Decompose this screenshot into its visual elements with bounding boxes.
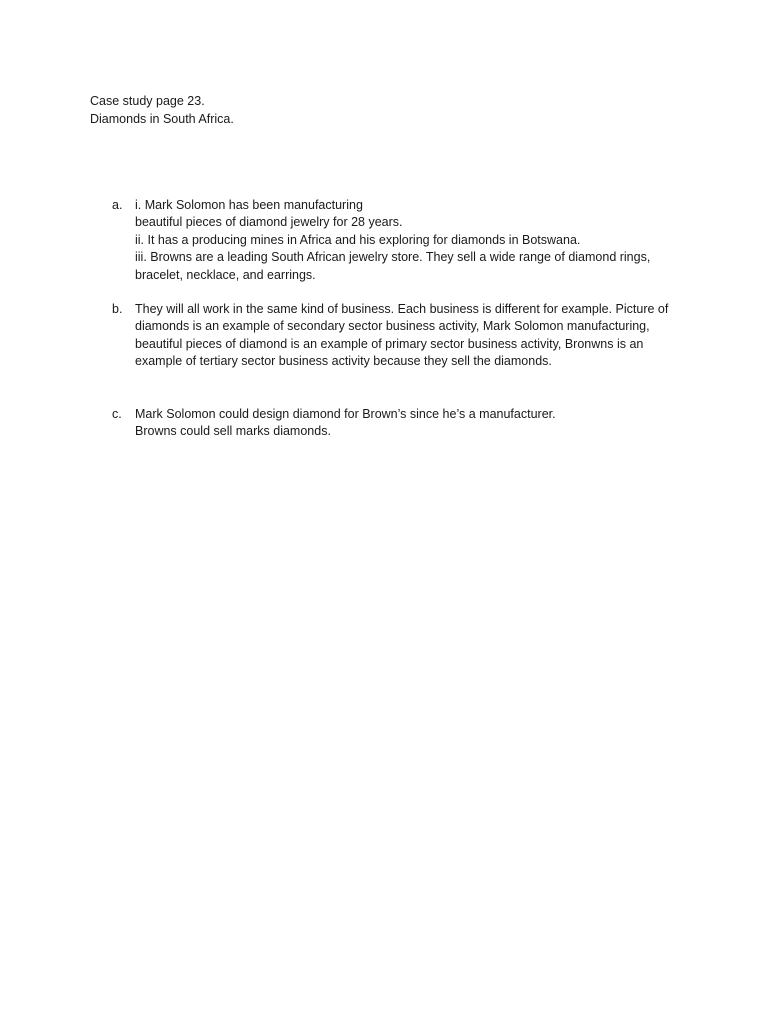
item-b-line-2: diamonds is an example of secondary sector business activity, Mark Solomon manufacturing, bbox=[135, 319, 650, 334]
item-c-line-2: Browns could sell marks diamonds. bbox=[135, 424, 331, 439]
item-c-line-1: Mark Solomon could design diamond for Brown’s since he’s a manufacturer. bbox=[135, 406, 556, 421]
header-title: Diamonds in South Africa. bbox=[90, 111, 234, 126]
list-marker-a: a. bbox=[112, 198, 123, 212]
item-a-line-1: i. Mark Solomon has been manufacturing bbox=[135, 198, 363, 212]
list-item-b bbox=[90, 301, 690, 371]
item-b-line-3: beautiful pieces of diamond is an example of primary sector business activity, Bronwns is an bbox=[135, 336, 644, 351]
list-item-c bbox=[90, 406, 690, 441]
list-marker-c: c. bbox=[112, 406, 122, 421]
item-a-line-4: iii. Browns are a leading South African jewelry store. They sell a wide range of diamond rings, bbox=[135, 250, 651, 265]
item-a-line-5: bracelet, necklace, and earrings. bbox=[135, 267, 316, 282]
answer-list bbox=[90, 197, 690, 440]
list-marker-b: b. bbox=[112, 302, 123, 317]
item-a-line-2: beautiful pieces of diamond jewelry for 28 years. bbox=[135, 215, 403, 230]
item-b-line-4: example of tertiary sector business activity because they sell the diamonds. bbox=[135, 354, 552, 369]
header-case-study: Case study page 23. bbox=[90, 94, 205, 108]
document-header bbox=[90, 93, 234, 128]
item-a-line-3: ii. It has a producing mines in Africa and his exploring for diamonds in Botswana. bbox=[135, 232, 581, 247]
list-item-a bbox=[90, 197, 690, 284]
item-b-line-1: They will all work in the same kind of business. Each business is different for example. Picture of bbox=[135, 302, 669, 317]
